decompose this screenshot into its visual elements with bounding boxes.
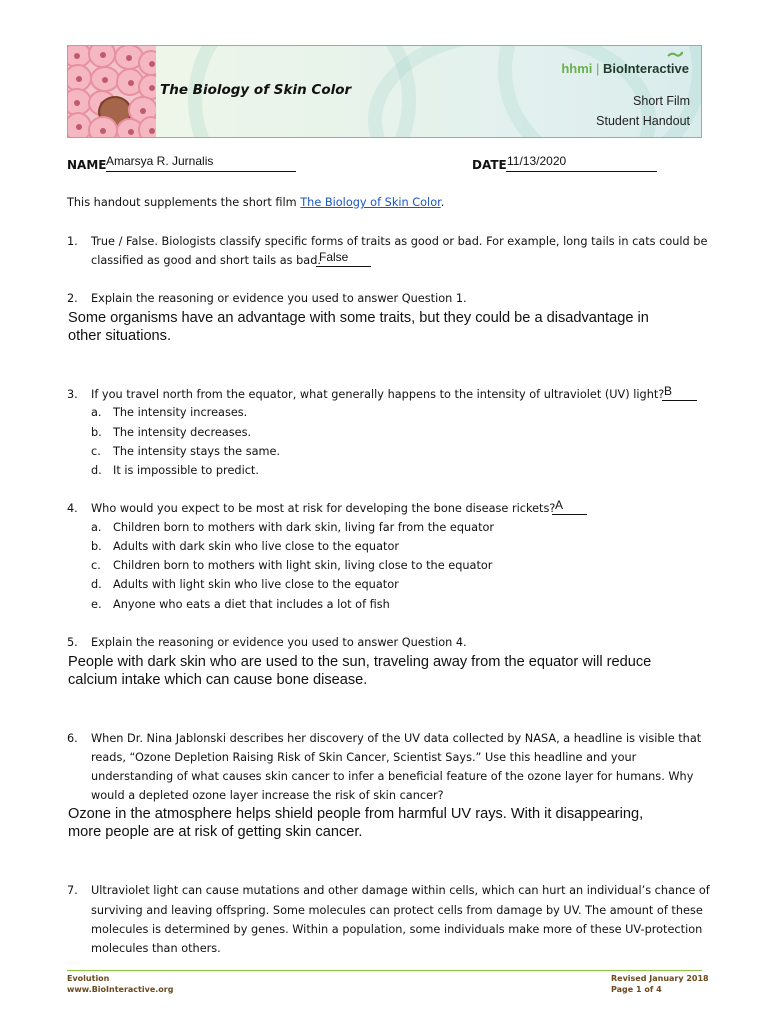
question-5-answer-line-1[interactable]: People with dark skin who are used to the sun, traveling away from the equator will reduce [68, 654, 652, 670]
question-4-option-c: Children born to mothers with light skin, living close to the equator [113, 559, 493, 572]
footer-divider [67, 970, 702, 971]
question-2-answer-line-2[interactable]: other situations. [68, 328, 172, 344]
question-2-number: 2. [67, 292, 78, 305]
question-7-line-4: molecules than others. [91, 942, 221, 955]
question-4-answer-underline [552, 514, 587, 515]
question-1-line-1: True / False. Biologists classify specific forms of traits as good or bad. For example, long tails in cats could be [91, 235, 708, 248]
question-3-option-b: The intensity decreases. [113, 426, 252, 439]
question-4-option-e-letter: e. [91, 598, 102, 611]
question-6-line-4: would a depleted ozone layer increase the risk of skin cancer? [91, 789, 444, 802]
skin-cells-image [68, 46, 156, 137]
footer-course: Evolution [67, 974, 110, 983]
question-3-option-d: It is impossible to predict. [113, 464, 259, 477]
footer-page-number: Page 1 of 4 [611, 985, 662, 994]
question-4-number: 4. [67, 502, 78, 515]
question-7-number: 7. [67, 884, 78, 897]
question-3-answer[interactable]: B [664, 384, 673, 398]
question-3-option-a-letter: a. [91, 406, 102, 419]
question-2-answer-line-1[interactable]: Some organisms have an advantage with some traits, but they could be a disadvantage in [68, 310, 649, 326]
question-4-option-b: Adults with dark skin who live close to the equator [113, 540, 399, 553]
question-7-line-2: surviving and leaving offspring. Some molecules can protect cells from damage by UV. The amount of these [91, 904, 703, 917]
question-4-option-a: Children born to mothers with dark skin, living far from the equator [113, 521, 495, 534]
question-3-number: 3. [67, 388, 78, 401]
question-1-line-2: classified as good and short tails as bad. [91, 254, 321, 267]
question-6-line-1: When Dr. Nina Jablonski describes her discovery of the UV data collected by NASA, a headline is visible that [91, 732, 702, 745]
date-label: DATE [472, 158, 507, 172]
question-3-option-c-letter: c. [91, 445, 101, 458]
question-4-option-e: Anyone who eats a diet that includes a lot of fish [113, 598, 390, 611]
question-6-answer-line-1[interactable]: Ozone in the atmosphere helps shield people from harmful UV rays. With it disappearing, [68, 806, 644, 822]
question-2-text: Explain the reasoning or evidence you used to answer Question 1. [91, 292, 467, 305]
footer-website-link[interactable]: www.BioInteractive.org [67, 985, 174, 994]
subtitle-student-handout: Student Handout [596, 114, 690, 128]
lizard-logo-icon [667, 50, 683, 60]
question-4-option-d: Adults with light skin who live close to the equator [113, 578, 399, 591]
question-3-option-a: The intensity increases. [113, 406, 248, 419]
question-5-answer-line-2[interactable]: calcium intake which can cause bone disease. [68, 672, 368, 688]
name-label: NAME [67, 158, 107, 172]
question-3-option-d-letter: d. [91, 464, 102, 477]
footer-revised-date: Revised January 2018 [611, 974, 709, 983]
question-5-text: Explain the reasoning or evidence you used to answer Question 4. [91, 636, 467, 649]
question-4-option-a-letter: a. [91, 521, 102, 534]
question-3-text: If you travel north from the equator, what generally happens to the intensity of ultraviolet (UV) light? [91, 388, 665, 401]
question-1-number: 1. [67, 235, 78, 248]
question-1-answer-underline [316, 266, 371, 267]
question-4-answer[interactable]: A [555, 498, 564, 512]
header-banner [67, 45, 702, 138]
date-underline [506, 171, 657, 172]
hhmi-logo: hhmi | BioInteractive [561, 61, 689, 76]
question-3-answer-underline [662, 400, 697, 401]
question-4-option-d-letter: d. [91, 578, 102, 591]
date-field[interactable]: 11/13/2020 [507, 154, 567, 168]
intro-text: This handout supplements the short film The Biology of Skin Color. [67, 196, 445, 209]
question-6-answer-line-2[interactable]: more people are at risk of getting skin cancer. [68, 824, 363, 840]
page-title: The Biology of Skin Color [160, 82, 352, 98]
question-4-option-b-letter: b. [91, 540, 102, 553]
question-5-number: 5. [67, 636, 78, 649]
question-3-option-b-letter: b. [91, 426, 102, 439]
question-6-line-2: reads, “Ozone Depletion Raising Risk of Skin Cancer, Scientist Says.” Use this headline and your [91, 751, 637, 764]
name-underline [106, 171, 296, 172]
question-6-number: 6. [67, 732, 78, 745]
question-1-answer[interactable]: False [319, 250, 349, 264]
question-7-line-1: Ultraviolet light can cause mutations and other damage within cells, which can hurt an individual’s chance of [91, 884, 710, 897]
question-6-line-3: understanding of what causes skin cancer to infer a beneficial feature of the ozone layer for humans. Why [91, 770, 694, 783]
question-4-option-c-letter: c. [91, 559, 101, 572]
question-7-line-3: molecules is determined by genes. Within a population, some individuals make more of these UV-protection [91, 923, 703, 936]
question-3-option-c: The intensity stays the same. [113, 445, 281, 458]
question-4-text: Who would you expect to be most at risk for developing the bone disease rickets? [91, 502, 556, 515]
subtitle-short-film: Short Film [633, 94, 690, 108]
film-link[interactable]: The Biology of Skin Color [300, 196, 441, 209]
name-field[interactable]: Amarsya R. Jurnalis [106, 154, 214, 168]
